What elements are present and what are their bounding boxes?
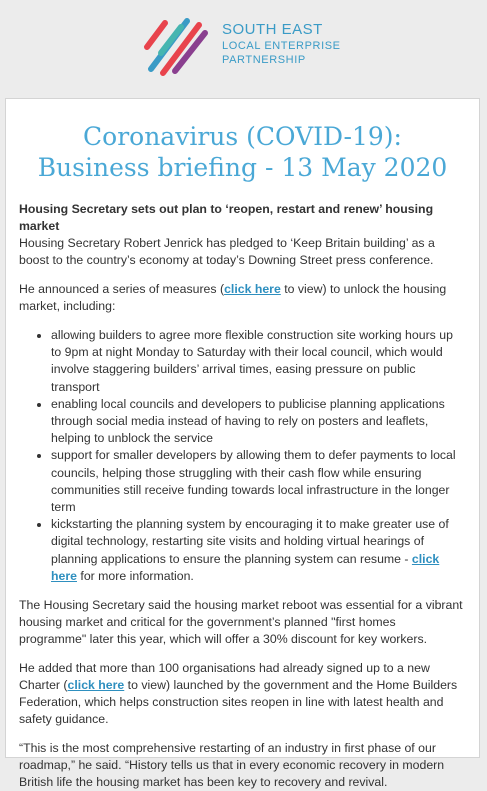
charter-text-post: to view) launched by the government and the Home Builders Federation, which helps construction sites reopen in line with latest health and safety guidance.	[19, 678, 458, 727]
measures-text-post: to view) to unlock the housing market, including:	[19, 282, 447, 313]
list-item: • allowing builders to agree more flexible construction site working hours up to 9pm at night Monday to Saturday with their local council, which would involve staggering builders’ arrival times, easing pressure on public transport	[51, 327, 466, 396]
slep-logo-text	[222, 23, 341, 67]
logo-line-3: PARTNERSHIP	[222, 54, 306, 66]
list-item: • enabling local councils and developers to publicise planning applications through social media instead of having to rely on posters and leaflets, helping to unblock the service	[51, 396, 466, 448]
paragraph-charter	[19, 660, 466, 728]
paragraph-intro	[19, 201, 466, 269]
list-item: • support for smaller developers by allowing them to defer payments to local councils, helping those struggling with their cash flow while ensuring communities still receive funding towards local infrastructure in the longer term	[51, 447, 466, 516]
charter-link[interactable]: click here	[67, 678, 125, 693]
paragraph-quote: “This is the most comprehensive restarting of an industry in first phase of our roadmap,” he said. “History tells us that in every economic recovery in modern British life the housing market has been key to recovery and revival.	[19, 741, 445, 790]
briefing-card	[5, 98, 480, 790]
bullet4-text-pre: kickstarting the planning system by encouraging it to make greater use of digital technology, restarting site visits and holding virtual hearings of planning applications to ensure the planning system can resume -	[51, 517, 449, 566]
briefing-title: Coronavirus (COVID-19): Business briefing - 13 May 2020	[37, 122, 448, 182]
logo-line-2: LOCAL ENTERPRISE	[222, 40, 341, 52]
slep-logo-icon	[141, 13, 211, 79]
paragraph-measures	[19, 281, 466, 315]
logo-line-1: SOUTH EAST	[222, 21, 323, 38]
list-item	[51, 516, 466, 585]
measures-text-pre: He announced a series of measures (	[19, 282, 225, 296]
bullet4-text-post: for more information.	[76, 568, 194, 583]
paragraph-reboot: The Housing Secretary said the housing market reboot was essential for a vibrant housing market and critical for the government’s planned "first homes programme" later this year, which will offer a 30% discount for key workers.	[19, 598, 463, 647]
measures-link[interactable]: click here	[224, 282, 281, 296]
intro-text: Housing Secretary Robert Jenrick has pledged to ‘Keep Britain building’ as a boost to the country’s economy at today’s Downing Street press conference.	[19, 236, 435, 267]
briefing-content	[6, 121, 479, 791]
newsletter-header	[0, 0, 487, 91]
section-subhead: Housing Secretary sets out plan to ‘reopen, restart and renew’ housing market	[19, 202, 434, 233]
charter-text-pre: He added that more than 100 organisations had already signed up to a new Charter (	[19, 661, 430, 693]
measures-list	[19, 327, 466, 585]
planning-info-link[interactable]: click here	[51, 551, 440, 583]
